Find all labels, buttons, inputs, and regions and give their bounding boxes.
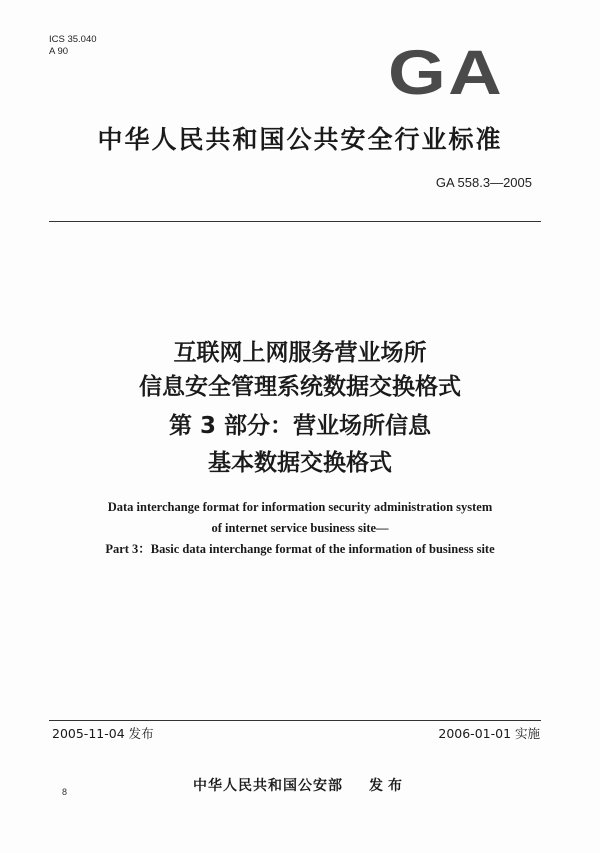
page-number: 8 bbox=[62, 787, 68, 797]
title-cn-line-4: 基本数据交换格式 bbox=[208, 450, 392, 476]
issue-date: 2005-11-04 发布 bbox=[52, 726, 154, 741]
issuer-action: 发布 bbox=[369, 778, 407, 794]
ics-code: ICS 35.040 bbox=[49, 34, 97, 45]
issuer-name: 中华人民共和国公安部 bbox=[193, 778, 343, 794]
title-cn-line-3: 第 3 部分：营业场所信息 bbox=[168, 413, 432, 439]
title-en-line-2: of internet service business site— bbox=[211, 521, 389, 535]
title-en-line-3: Part 3：Basic data interchange format of the information of business site bbox=[105, 542, 495, 556]
title-en-line-1: Data interchange format for information security administration system bbox=[107, 500, 493, 514]
ga-logo: GA bbox=[388, 38, 505, 108]
standard-number: GA 558.3—2005 bbox=[435, 175, 532, 190]
standard-category-title: 中华人民共和国公共安全行业标准 bbox=[97, 125, 503, 154]
title-cn-line-2: 信息安全管理系统数据交换格式 bbox=[139, 374, 461, 400]
ccs-code: A 90 bbox=[49, 46, 69, 57]
implementation-date: 2006-01-01 实施 bbox=[438, 726, 540, 741]
bottom-divider bbox=[49, 720, 541, 721]
top-divider bbox=[49, 221, 541, 222]
title-cn-line-1: 互联网上网服务营业场所 bbox=[173, 340, 427, 366]
classification-codes bbox=[49, 34, 97, 58]
issuer-line bbox=[0, 775, 600, 795]
